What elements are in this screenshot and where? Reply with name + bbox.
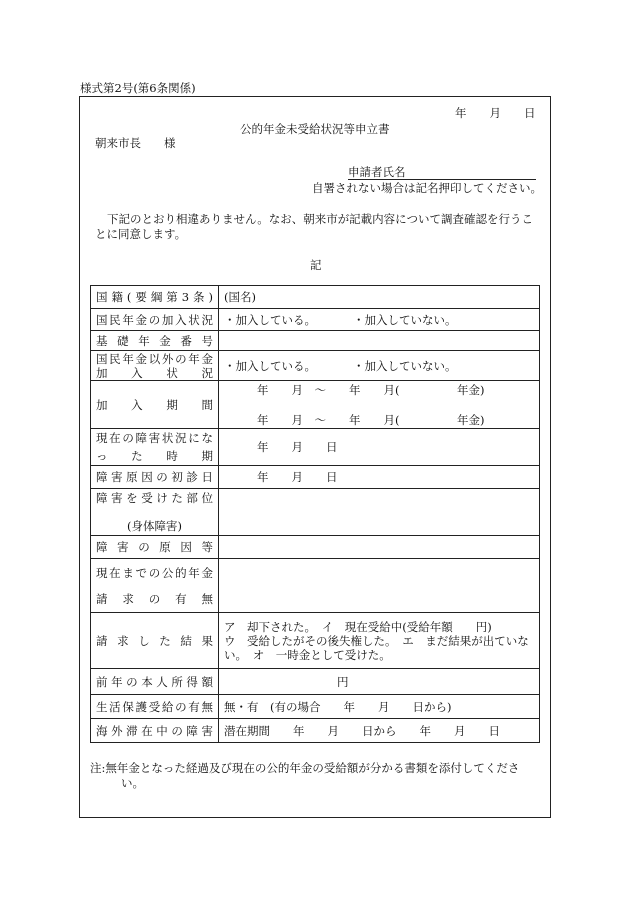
basic-number-field	[219, 331, 540, 351]
other-join-option-no: ・加入していない。	[353, 358, 457, 373]
basic-number-label: 基礎年金番号	[96, 333, 213, 348]
welfare-value: 無・有 (有の場合 年 月 日から)	[224, 699, 452, 714]
other-join-label-1: 国民年金以外の年金	[96, 351, 213, 366]
period-line-1: 年 月 ～ 年 月( 年金)	[257, 382, 485, 397]
welfare-label: 生活保護受給の有無	[96, 699, 213, 714]
row-period	[91, 381, 540, 429]
body-part-label-1: 障害を受けた部位	[96, 491, 213, 505]
row-result	[91, 613, 540, 669]
disability-time-value: 年 月 日	[257, 440, 338, 454]
overseas-value: 潜在期間 年 月 日から 年 月 日	[224, 723, 500, 738]
body-part-field	[219, 489, 540, 536]
recipient: 朝来市長 様	[95, 136, 176, 150]
row-welfare	[91, 695, 540, 719]
claim-label-2: 請求の有無	[96, 591, 213, 606]
claim-label-1: 現在までの公的年金	[96, 565, 213, 580]
disability-time-label-2: った時期	[96, 449, 213, 463]
income-label: 前年の本人所得額	[96, 674, 213, 689]
other-join-option-yes: ・加入している。	[224, 358, 316, 373]
period-label: 加入期間	[96, 397, 213, 412]
row-income	[91, 669, 540, 695]
result-label: 請求した結果	[96, 633, 213, 648]
row-disability-time	[91, 429, 540, 466]
result-line-3: い。 オ 一時金として受けた。	[224, 647, 391, 662]
intro-line-2: とに同意します。	[95, 227, 187, 241]
claim-field	[219, 559, 540, 613]
row-cause	[91, 536, 540, 559]
intro-line-1: 下記のとおり相違ありません。なお、朝来市が記載内容について調査確認を行うこ	[107, 212, 533, 226]
note-line-1: 注:無年金となった経過及び現在の公的年金の受給額が分かる書類を添付してくださ	[90, 761, 520, 775]
pension-join-option-yes: ・加入している。	[224, 312, 316, 327]
overseas-label: 海外滞在中の障害	[96, 723, 213, 738]
applicant-name-label: 申請者氏名	[348, 165, 406, 179]
seal-note: 自署されない場合は記名押印してください。	[312, 181, 542, 195]
result-line-1: ア 却下された。 イ 現在受給中(受給年額 円)	[224, 619, 492, 634]
cause-field	[219, 536, 540, 559]
row-first-visit	[91, 466, 540, 489]
first-visit-value: 年 月 日	[257, 470, 338, 484]
first-visit-label: 障害原因の初診日	[96, 470, 213, 484]
applicant-name-line	[348, 179, 536, 180]
row-nationality	[91, 286, 540, 309]
date-line: 年 月 日	[455, 106, 536, 120]
application-table	[90, 285, 540, 743]
pension-join-label: 国民年金の加入状況	[96, 312, 213, 327]
row-other-join	[91, 351, 540, 381]
row-overseas	[91, 719, 540, 743]
cause-label: 障害の原因等	[96, 540, 213, 554]
nationality-label: 国籍(要綱第3条)	[96, 290, 213, 304]
income-value: 円	[337, 674, 349, 689]
nationality-value: (国名)	[224, 290, 256, 304]
form-title: 公的年金未受給状況等申立書	[240, 122, 390, 136]
note-line-2: い。	[121, 776, 144, 790]
period-line-2: 年 月 ～ 年 月( 年金)	[257, 412, 485, 427]
row-basic-number	[91, 331, 540, 351]
row-pension-join	[91, 309, 540, 331]
pension-join-option-no: ・加入していない。	[353, 312, 457, 327]
disability-time-label-1: 現在の障害状況にな	[96, 431, 213, 445]
other-join-label-2: 加入状況	[96, 365, 213, 380]
result-line-2: ウ 受給したがその後失権した。 エ まだ結果が出ていな	[224, 633, 529, 648]
ki-heading: 記	[310, 258, 322, 272]
row-body-part	[91, 489, 540, 536]
form-number: 様式第2号(第6条関係)	[80, 81, 196, 95]
body-part-label-2: (身体障害)	[127, 519, 182, 533]
row-claim	[91, 559, 540, 613]
